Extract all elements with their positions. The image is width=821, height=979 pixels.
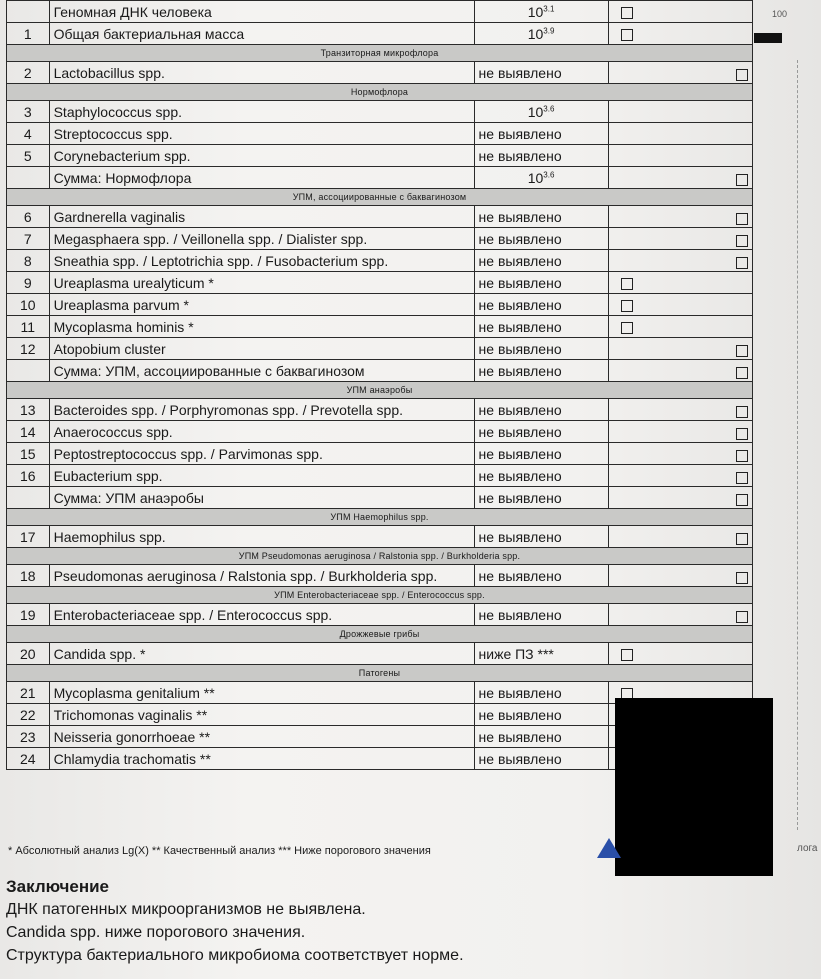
row-number: 21 (7, 682, 50, 704)
result-cell (474, 443, 608, 465)
table-row (7, 23, 753, 45)
analyte-name: Sneathia spp. / Leptotrichia spp. / Fusobacterium spp. (49, 250, 474, 272)
table-row (7, 272, 753, 294)
checkbox-cell (608, 487, 752, 509)
checkbox-cell (608, 250, 752, 272)
margin-label-bottom: лога (797, 843, 818, 854)
result-cell (474, 1, 608, 23)
row-number: 8 (7, 250, 50, 272)
section-title: УПМ анаэробы (7, 382, 753, 399)
table-row (7, 526, 753, 548)
result-value: не выявлено (478, 147, 562, 164)
section-header-row (7, 665, 753, 682)
row-number: 16 (7, 465, 50, 487)
result-value: не выявлено (478, 401, 562, 418)
result-cell (474, 399, 608, 421)
result-cell (474, 145, 608, 167)
result-cell (474, 228, 608, 250)
analyte-name: Mycoplasma genitalium ** (49, 682, 474, 704)
result-cell (474, 682, 608, 704)
result-value: не выявлено (478, 684, 562, 701)
checkbox-cell (608, 272, 752, 294)
checkbox-cell (608, 565, 752, 587)
result-cell (474, 167, 608, 189)
result-value: не выявлено (478, 489, 562, 506)
checkbox-icon (736, 450, 748, 462)
checkbox-icon (736, 69, 748, 81)
analyte-name: Corynebacterium spp. (49, 145, 474, 167)
result-value: не выявлено (478, 64, 562, 81)
table-row (7, 62, 753, 84)
checkbox-icon (621, 29, 633, 41)
analyte-name: Сумма: Нормофлора (49, 167, 474, 189)
result-value: не выявлено (478, 230, 562, 247)
section-header-row (7, 548, 753, 565)
analyte-name: Candida spp. * (49, 643, 474, 665)
checkbox-icon (621, 322, 633, 334)
section-header-row (7, 626, 753, 643)
row-number: 22 (7, 704, 50, 726)
analyte-name: Ureaplasma urealyticum * (49, 272, 474, 294)
redaction-block (615, 698, 773, 876)
analyte-name: Haemophilus spp. (49, 526, 474, 548)
analyte-name: Chlamydia trachomatis ** (49, 748, 474, 770)
result-cell (474, 62, 608, 84)
result-cell (474, 294, 608, 316)
result-cell (474, 316, 608, 338)
section-title: Нормофлора (7, 84, 753, 101)
table-row (7, 443, 753, 465)
row-number: 4 (7, 123, 50, 145)
table-row (7, 294, 753, 316)
row-number (7, 487, 50, 509)
table-row (7, 338, 753, 360)
result-cell (474, 250, 608, 272)
result-cell (474, 23, 608, 45)
result-value: не выявлено (478, 423, 562, 440)
result-cell (474, 123, 608, 145)
row-number (7, 360, 50, 382)
section-header-row (7, 382, 753, 399)
conclusion-title: Заключение (6, 877, 109, 896)
result-cell (474, 206, 608, 228)
result-value: 10 (527, 169, 544, 186)
row-number: 11 (7, 316, 50, 338)
warning-triangle-icon (597, 838, 621, 858)
result-value: не выявлено (478, 728, 562, 745)
row-number: 23 (7, 726, 50, 748)
checkbox-cell (608, 294, 752, 316)
row-number (7, 1, 50, 23)
row-number: 24 (7, 748, 50, 770)
checkbox-icon (736, 494, 748, 506)
checkbox-icon (621, 300, 633, 312)
section-title: Дрожжевые грибы (7, 626, 753, 643)
result-value: не выявлено (478, 252, 562, 269)
analyte-name: Gardnerella vaginalis (49, 206, 474, 228)
table-row (7, 101, 753, 123)
result-cell (474, 604, 608, 626)
row-number: 19 (7, 604, 50, 626)
result-value: не выявлено (478, 125, 562, 142)
result-cell (474, 643, 608, 665)
margin-bar (754, 33, 782, 43)
section-header-row (7, 84, 753, 101)
checkbox-icon (736, 428, 748, 440)
section-header-row (7, 45, 753, 62)
analyte-name: Pseudomonas aeruginosa / Ralstonia spp. / Burkholderia spp. (49, 565, 474, 587)
result-cell (474, 465, 608, 487)
analyte-name: Streptococcus spp. (49, 123, 474, 145)
checkbox-icon (736, 213, 748, 225)
table-row (7, 145, 753, 167)
conclusion-line: ДНК патогенных микроорганизмов не выявлена. (6, 901, 366, 918)
result-value: не выявлено (478, 340, 562, 357)
row-number: 13 (7, 399, 50, 421)
analyte-name: Megasphaera spp. / Veillonella spp. / Dialister spp. (49, 228, 474, 250)
result-value: не выявлено (478, 528, 562, 545)
section-title: УПМ, ассоциированные с баквагинозом (7, 189, 753, 206)
result-value: 10 (527, 25, 544, 42)
row-number: 3 (7, 101, 50, 123)
analyte-name: Геномная ДНК человека (49, 1, 474, 23)
table-row (7, 1, 753, 23)
checkbox-icon (736, 174, 748, 186)
result-cell (474, 421, 608, 443)
result-cell (474, 360, 608, 382)
analyte-name: Mycoplasma hominis * (49, 316, 474, 338)
checkbox-icon (736, 257, 748, 269)
row-number: 1 (7, 23, 50, 45)
result-exponent: 3.1 (543, 3, 555, 13)
result-cell (474, 487, 608, 509)
row-number: 17 (7, 526, 50, 548)
row-number: 10 (7, 294, 50, 316)
section-title: Транзиторная микрофлора (7, 45, 753, 62)
result-value: не выявлено (478, 296, 562, 313)
result-exponent: 3.6 (543, 169, 555, 179)
checkbox-icon (621, 278, 633, 290)
result-value: не выявлено (478, 274, 562, 291)
conclusion-line: Структура бактериального микробиома соответствует норме. (6, 947, 464, 964)
checkbox-cell (608, 167, 752, 189)
table-row (7, 250, 753, 272)
result-value: не выявлено (478, 606, 562, 623)
checkbox-cell (608, 526, 752, 548)
row-number: 7 (7, 228, 50, 250)
row-number (7, 167, 50, 189)
checkbox-icon (621, 649, 633, 661)
result-value: не выявлено (478, 208, 562, 225)
analyte-name: Enterobacteriaceae spp. / Enterococcus spp. (49, 604, 474, 626)
analyte-name: Сумма: УПМ, ассоциированные с баквагинозом (49, 360, 474, 382)
result-cell (474, 726, 608, 748)
analyte-name: Eubacterium spp. (49, 465, 474, 487)
result-cell (474, 526, 608, 548)
table-row (7, 360, 753, 382)
table-row (7, 399, 753, 421)
checkbox-cell (608, 101, 752, 123)
result-value: 10 (527, 3, 544, 20)
section-title: УПМ Haemophilus spp. (7, 509, 753, 526)
checkbox-icon (736, 472, 748, 484)
margin-label-top: 100 (772, 9, 788, 19)
margin-dashed-line (797, 60, 798, 830)
analyte-name: Anaerococcus spp. (49, 421, 474, 443)
table-row (7, 643, 753, 665)
result-cell (474, 565, 608, 587)
legend: * Абсолютный анализ Lg(X) ** Качественный анализ *** Ниже порогового значения (8, 845, 431, 857)
result-cell (474, 704, 608, 726)
table-row (7, 123, 753, 145)
analyte-name: Сумма: УПМ анаэробы (49, 487, 474, 509)
result-value: не выявлено (478, 567, 562, 584)
checkbox-cell (608, 228, 752, 250)
analyte-name: Staphylococcus spp. (49, 101, 474, 123)
result-value: не выявлено (478, 467, 562, 484)
result-exponent: 3.6 (543, 103, 555, 113)
section-title: УПМ Enterobacteriaceae spp. / Enterococcus spp. (7, 587, 753, 604)
row-number: 5 (7, 145, 50, 167)
checkbox-icon (736, 367, 748, 379)
result-value: 10 (527, 103, 544, 120)
checkbox-cell (608, 123, 752, 145)
table-row (7, 421, 753, 443)
result-cell (474, 748, 608, 770)
table-row (7, 604, 753, 626)
checkbox-cell (608, 465, 752, 487)
table-row (7, 465, 753, 487)
checkbox-cell (608, 145, 752, 167)
result-value: не выявлено (478, 318, 562, 335)
checkbox-cell (608, 1, 752, 23)
checkbox-cell (608, 23, 752, 45)
result-cell (474, 101, 608, 123)
conclusion-line: Candida spp. ниже порогового значения. (6, 924, 306, 941)
row-number: 9 (7, 272, 50, 294)
section-header-row (7, 587, 753, 604)
section-title: Патогены (7, 665, 753, 682)
checkbox-icon (736, 611, 748, 623)
row-number: 14 (7, 421, 50, 443)
checkbox-cell (608, 643, 752, 665)
section-header-row (7, 189, 753, 206)
row-number: 2 (7, 62, 50, 84)
result-value: не выявлено (478, 445, 562, 462)
analyte-name: Peptostreptococcus spp. / Parvimonas spp. (49, 443, 474, 465)
analyte-name: Atopobium cluster (49, 338, 474, 360)
checkbox-cell (608, 421, 752, 443)
checkbox-cell (608, 399, 752, 421)
row-number: 18 (7, 565, 50, 587)
checkbox-icon (736, 572, 748, 584)
analyte-name: Lactobacillus spp. (49, 62, 474, 84)
analyte-name: Ureaplasma parvum * (49, 294, 474, 316)
result-cell (474, 338, 608, 360)
table-row (7, 228, 753, 250)
checkbox-icon (736, 406, 748, 418)
result-exponent: 3.9 (543, 25, 555, 35)
result-value: ниже ПЗ *** (478, 645, 554, 662)
table-row (7, 167, 753, 189)
checkbox-cell (608, 604, 752, 626)
checkbox-cell (608, 338, 752, 360)
result-value: не выявлено (478, 750, 562, 767)
checkbox-cell (608, 443, 752, 465)
checkbox-cell (608, 316, 752, 338)
row-number: 15 (7, 443, 50, 465)
row-number: 6 (7, 206, 50, 228)
checkbox-cell (608, 62, 752, 84)
table-row (7, 565, 753, 587)
section-title: УПМ Pseudomonas aeruginosa / Ralstonia spp. / Burkholderia spp. (7, 548, 753, 565)
checkbox-cell (608, 360, 752, 382)
checkbox-cell (608, 206, 752, 228)
analyte-name: Trichomonas vaginalis ** (49, 704, 474, 726)
analyte-name: Общая бактериальная масса (49, 23, 474, 45)
section-header-row (7, 509, 753, 526)
checkbox-icon (736, 345, 748, 357)
result-value: не выявлено (478, 706, 562, 723)
checkbox-icon (621, 7, 633, 19)
analyte-name: Bacteroides spp. / Porphyromonas spp. / Prevotella spp. (49, 399, 474, 421)
row-number: 12 (7, 338, 50, 360)
row-number: 20 (7, 643, 50, 665)
table-row (7, 206, 753, 228)
checkbox-icon (736, 235, 748, 247)
analyte-name: Neisseria gonorrhoeae ** (49, 726, 474, 748)
results-table (6, 0, 753, 770)
table-row (7, 487, 753, 509)
checkbox-icon (736, 533, 748, 545)
result-value: не выявлено (478, 362, 562, 379)
result-cell (474, 272, 608, 294)
table-row (7, 316, 753, 338)
